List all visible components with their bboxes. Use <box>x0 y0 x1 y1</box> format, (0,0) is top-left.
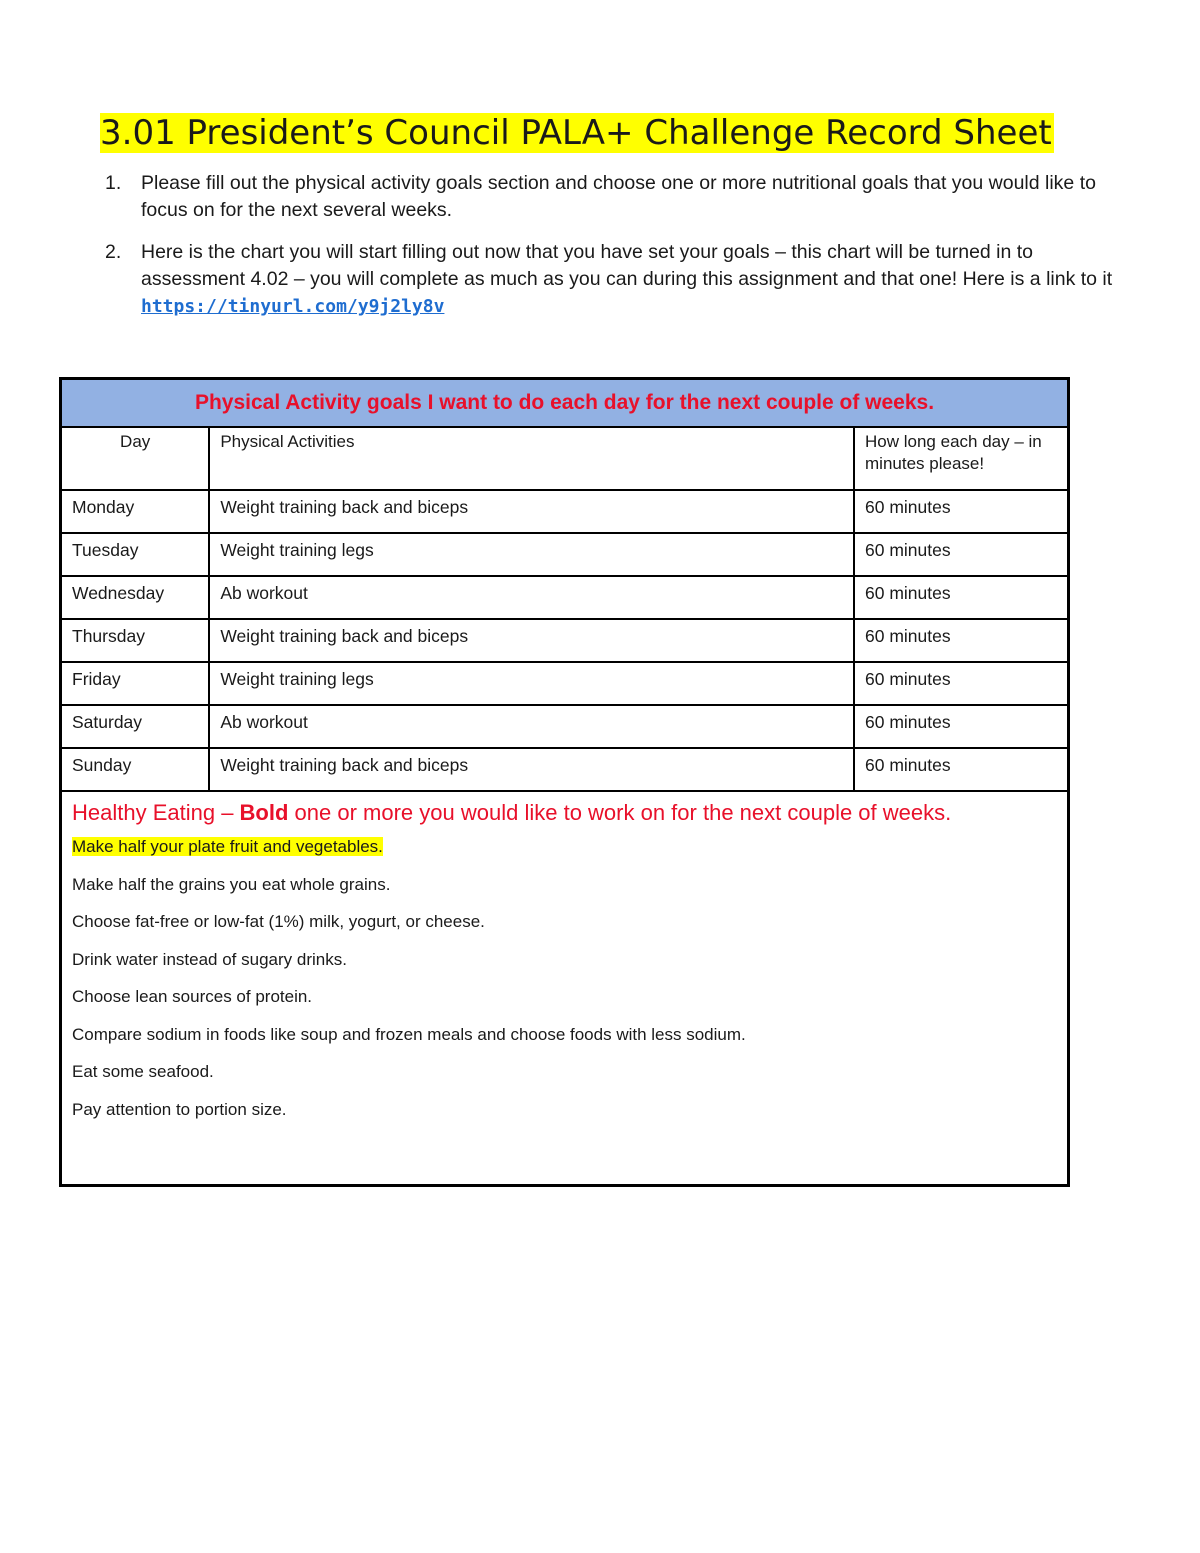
eating-goal-item[interactable] <box>72 836 1057 858</box>
physical-activity-goals-table <box>59 377 1070 1187</box>
day-cell[interactable]: Wednesday <box>61 576 210 619</box>
duration-cell[interactable]: 60 minutes <box>854 490 1068 533</box>
healthy-eating-section <box>61 791 1069 1186</box>
activity-cell[interactable]: Weight training legs <box>209 533 854 576</box>
duration-cell[interactable]: 60 minutes <box>854 576 1068 619</box>
instruction-text: Here is the chart you will start filling out now that you have set your goals – this chart will be turned in to assessment 4.02 – you will complete as much as you can during this assignment and that one! Here is a link to it <box>141 241 1113 290</box>
instruction-number: 2. <box>105 241 122 263</box>
day-cell[interactable]: Sunday <box>61 748 210 791</box>
table-row <box>61 705 1069 748</box>
activity-cell[interactable]: Ab workout <box>209 705 854 748</box>
eating-goal-item[interactable]: Eat some seafood. <box>72 1062 214 1081</box>
day-cell[interactable]: Thursday <box>61 619 210 662</box>
healthy-eating-title <box>72 798 1057 828</box>
duration-cell[interactable]: 60 minutes <box>854 533 1068 576</box>
table-row <box>61 619 1069 662</box>
column-header-activities: Physical Activities <box>209 427 854 490</box>
tinyurl-link[interactable]: https://tinyurl.com/y9j2ly8v <box>141 296 445 317</box>
day-cell[interactable]: Friday <box>61 662 210 705</box>
instruction-text: Please fill out the physical activity goals section and choose one or more nutritional goals that you would like to focus on for the next several weeks. <box>141 172 1096 221</box>
eating-goal-text-highlighted: Make half your plate fruit and vegetables. <box>72 837 383 856</box>
activity-cell[interactable]: Weight training legs <box>209 662 854 705</box>
healthy-eating-title-prefix: Healthy Eating – <box>72 800 240 825</box>
healthy-eating-title-bold: Bold <box>239 800 289 825</box>
day-cell[interactable]: Saturday <box>61 705 210 748</box>
activity-cell[interactable]: Ab workout <box>209 576 854 619</box>
activity-cell[interactable]: Weight training back and biceps <box>209 619 854 662</box>
eating-goal-item[interactable]: Drink water instead of sugary drinks. <box>72 949 347 969</box>
table-row <box>61 662 1069 705</box>
instruction-number: 1. <box>105 172 122 194</box>
healthy-eating-title-suffix: one or more you would like to work on for the next couple of weeks. <box>288 800 952 825</box>
instruction-item <box>100 170 1140 224</box>
duration-cell[interactable]: 60 minutes <box>854 705 1068 748</box>
eating-goal-item[interactable]: Compare sodium in foods like soup and frozen meals and choose foods with less sodium. <box>72 1024 746 1044</box>
table-row <box>61 576 1069 619</box>
eating-goal-item[interactable]: Choose lean sources of protein. <box>72 987 313 1006</box>
eating-goal-item[interactable]: Pay attention to portion size. <box>72 1099 287 1119</box>
eating-goal-item[interactable]: Make half the grains you eat whole grains. <box>72 874 391 894</box>
table-row <box>61 490 1069 533</box>
table-row <box>61 533 1069 576</box>
table-row <box>61 748 1069 791</box>
day-cell[interactable]: Monday <box>61 490 210 533</box>
instruction-item <box>100 239 1140 320</box>
page-title-text: 3.01 President’s Council PALA+ Challenge Record Sheet <box>100 113 1052 153</box>
activity-cell[interactable]: Weight training back and biceps <box>209 490 854 533</box>
column-header-day: Day <box>61 427 210 490</box>
duration-cell[interactable]: 60 minutes <box>854 748 1068 791</box>
page-title <box>100 108 1054 158</box>
instructions-list <box>100 170 1140 335</box>
day-cell[interactable]: Tuesday <box>61 533 210 576</box>
activity-cell[interactable]: Weight training back and biceps <box>209 748 854 791</box>
column-header-duration: How long each day – in minutes please! <box>854 427 1068 490</box>
duration-cell[interactable]: 60 minutes <box>854 662 1068 705</box>
activity-table-header: Physical Activity goals I want to do each day for the next couple of weeks. <box>61 379 1069 428</box>
eating-goal-item[interactable]: Choose fat-free or low-fat (1%) milk, yogurt, or cheese. <box>72 912 485 931</box>
duration-cell[interactable]: 60 minutes <box>854 619 1068 662</box>
